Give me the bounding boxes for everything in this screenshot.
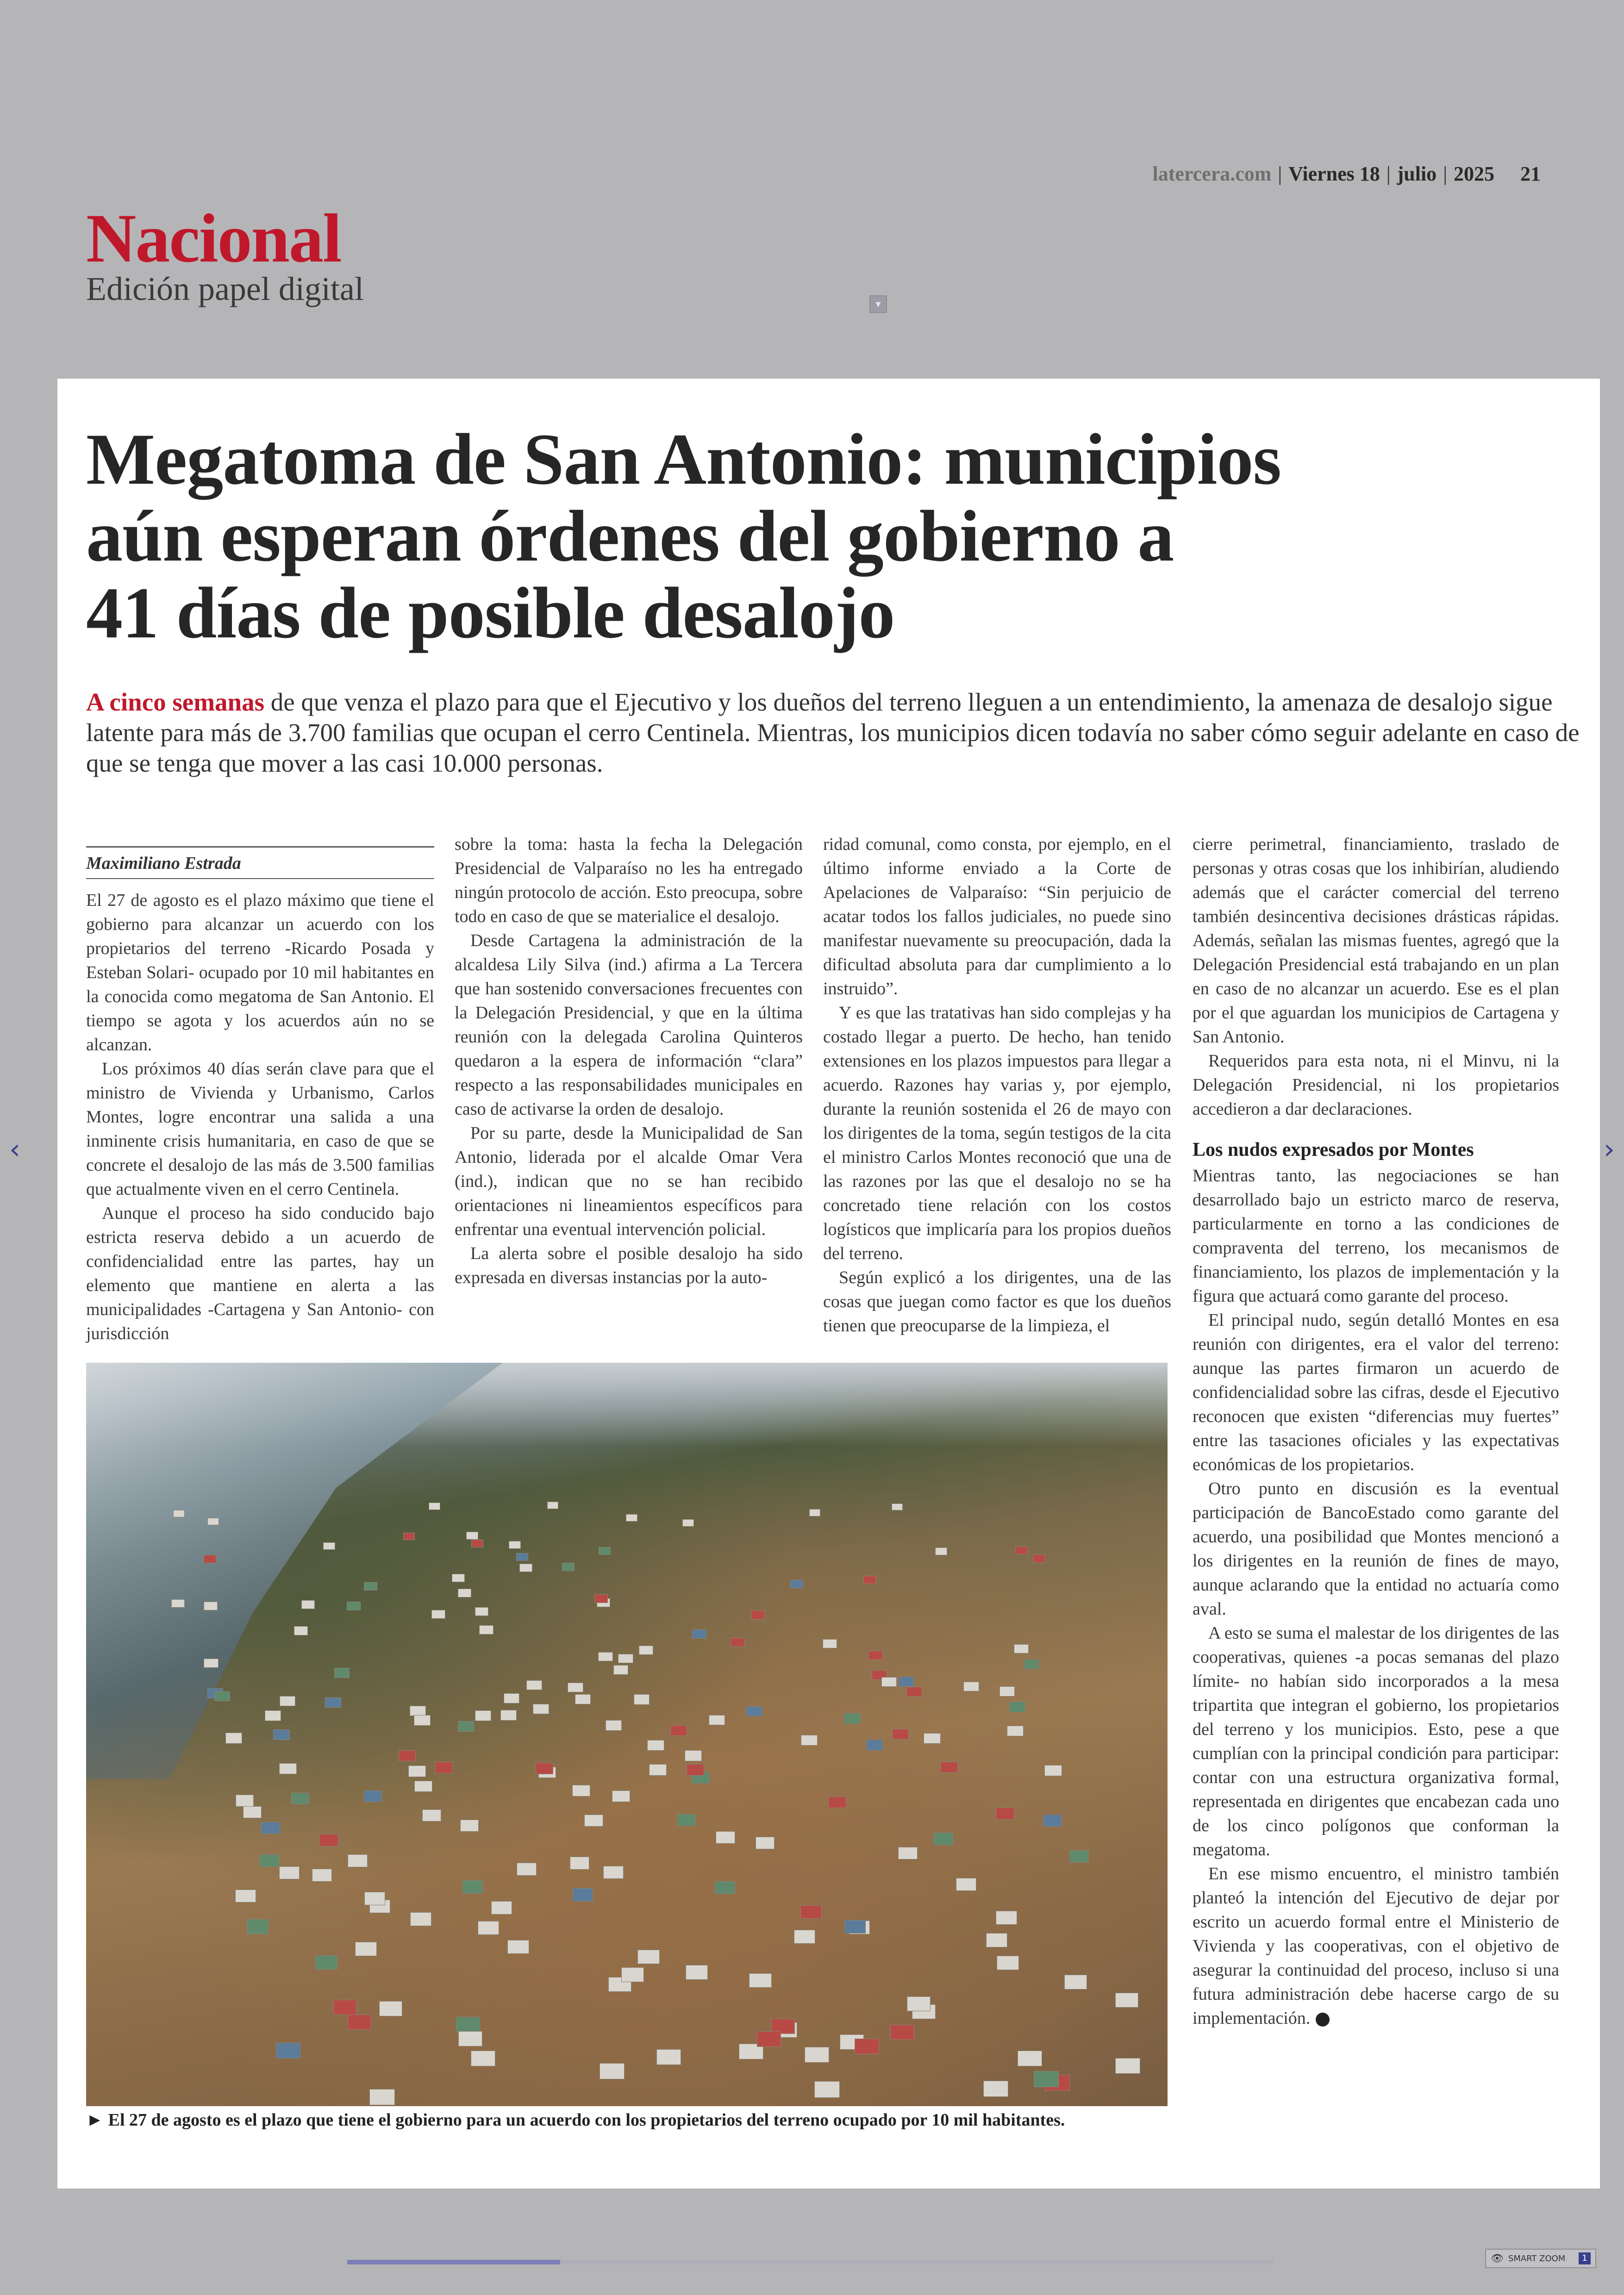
house-roof — [924, 1733, 940, 1744]
house-roof — [892, 1503, 903, 1511]
house-roof — [291, 1793, 309, 1804]
house-roof — [403, 1533, 415, 1540]
date-weekday: Viernes 18 — [1288, 162, 1380, 185]
paragraph: Otro punto en discusión es la eventual participación de BancoEstado como garante del acuerdo, una posibilidad que Montes mencionó a los dirigentes en la reunión de fines de mayo, aunque aclarando que la entidad no actuaría como aval. — [1193, 1479, 1559, 1619]
section-subtitle: Edición papel digital — [86, 270, 364, 307]
caption-text: El 27 de agosto es el plazo que tiene el gobierno para un acuerdo con los propietarios del terreno ocupado por 10 mil habitantes. — [108, 2110, 1065, 2130]
house-roof — [1024, 1659, 1039, 1669]
house-roof — [823, 1639, 837, 1648]
house-roof — [491, 1901, 512, 1915]
page-number: 21 — [1520, 162, 1541, 185]
house-roof — [410, 1912, 431, 1926]
house-roof — [800, 1905, 821, 1919]
article-column-4 — [1193, 832, 1559, 2030]
house-roof — [935, 1547, 948, 1555]
house-roof — [670, 1725, 687, 1736]
paragraph — [1193, 1862, 1559, 2030]
house-roof — [301, 1600, 315, 1609]
paragraph: Requeridos para esta nota, ni el Minvu, ni la Delegación Presidencial, ni los propietarios accedieron a dar declaraciones. — [1193, 1051, 1559, 1119]
house-roof — [639, 1646, 654, 1655]
house-roof — [600, 2063, 625, 2079]
paragraph: Los próximos 40 días serán clave para que el ministro de Vivienda y Urbanismo, Carlos Montes, logre encontrar una salida a una inminente crisis humanitaria, en caso de que se concrete el desalojo de las más de 3.500 familias que actualmente viven en el cerro Centinela. — [86, 1059, 434, 1199]
house-roof — [279, 1763, 297, 1774]
house-roof — [408, 1765, 426, 1777]
paragraph: ridad comunal, como consta, por ejemplo, en el último informe enviado a la Corte de Apelaciones de Valparaíso: “Sin perjuicio de acatar todos los fallos judiciales, no puede sino manifestar nuevamente su preocupación, dada la dificultad absoluta para dar cumplimiento a lo instruido”. — [823, 835, 1171, 998]
smart-zoom-button[interactable] — [1485, 2249, 1596, 2268]
house-roof — [547, 1502, 558, 1509]
house-roof — [458, 1721, 475, 1732]
house-roof — [429, 1503, 440, 1510]
chevron-down-icon[interactable]: ▾ — [869, 295, 887, 313]
article-dek — [86, 687, 1581, 779]
house-roof — [809, 1509, 821, 1516]
house-roof — [399, 1750, 416, 1761]
paragraph: Por su parte, desde la Municipalidad de San Antonio, liderada por el alcalde Omar Vera (ind.), indican que no se han recibido orientaciones ni lineamientos específicos para enfrentar una eventual intervención policial. — [455, 1123, 803, 1239]
house-roof — [881, 1677, 897, 1687]
house-roof — [507, 1940, 529, 1954]
house-roof — [509, 1541, 521, 1549]
house-roof — [562, 1563, 575, 1571]
house-roof — [907, 1996, 930, 2011]
house-roof — [986, 1933, 1008, 1947]
house-roof — [749, 1973, 772, 1988]
house-roof — [364, 1892, 385, 1905]
headline-line: aún esperan órdenes del gobierno a — [86, 496, 1174, 577]
eye-icon: 👁 — [1491, 2252, 1504, 2264]
house-roof — [756, 1837, 775, 1849]
house-roof — [716, 1831, 735, 1844]
paragraph-text: En ese mismo encuentro, el ministro también planteó la intención del Ejecutivo de dejar por escrito un acuerdo formal entre el Ministerio de Vivienda y las cooperativas, con el objetivo de asegurar la continuidad del proceso, incluso si una futura administración debe hacerse cargo de su implementación. — [1193, 1864, 1559, 2028]
house-roof — [647, 1740, 664, 1751]
paragraph: El 27 de agosto es el plazo máximo que tiene el gobierno para alcanzar un acuerdo con los propietarios del terreno -Ricardo Posada y Esteban Solari- ocupado por 10 mil habitantes en la conocida como megatoma de San Antonio. El tiempo se agota y los acuerdos aún no se alcanzan. — [86, 891, 434, 1054]
house-roof — [466, 1532, 478, 1540]
house-roof — [319, 1834, 338, 1846]
house-roof — [686, 1965, 708, 1979]
house-roof — [280, 1696, 295, 1706]
house-roof — [333, 2000, 356, 2014]
house-roof — [598, 1652, 613, 1662]
house-roof — [500, 1710, 517, 1721]
house-roof — [656, 2049, 681, 2065]
page-progress-bar[interactable] — [347, 2260, 1273, 2264]
house-roof — [996, 1808, 1014, 1820]
house-roof — [422, 1809, 441, 1821]
house-roof — [746, 1706, 762, 1716]
house-roof — [325, 1697, 341, 1708]
house-roof — [983, 2081, 1009, 2097]
house-roof — [570, 1857, 590, 1870]
house-roof — [868, 1651, 883, 1660]
article-headline — [86, 421, 1521, 652]
house-roof — [204, 1659, 219, 1668]
house-roof — [517, 1863, 537, 1876]
date-year: 2025 — [1454, 162, 1494, 185]
page-progress-fill — [347, 2260, 560, 2264]
paragraph: Aunque el proceso ha sido conducido bajo estricta reserva debido a un acuerdo de confidencialidad entre las partes, hay un elemento que mantiene en alerta a las municipalidades -Cartagena y San Antonio- con jurisdicción — [86, 1204, 434, 1343]
article-column-2 — [455, 832, 803, 1290]
house-roof — [575, 1694, 591, 1704]
separator: | — [1386, 162, 1391, 185]
house-roof — [568, 1683, 583, 1693]
date-month: julio — [1397, 162, 1437, 185]
house-roof — [1033, 1554, 1045, 1562]
house-roof — [431, 1610, 445, 1619]
house-roof — [276, 2043, 300, 2058]
house-roof — [844, 1920, 866, 1934]
end-mark-icon — [1316, 2013, 1330, 2027]
paragraph: Según explicó a los dirigentes, una de las cosas que juegan como factor es que los dueños tienen que preocuparse de la limpieza, el — [823, 1268, 1171, 1335]
house-roof — [273, 1729, 290, 1740]
house-roof — [364, 1582, 377, 1590]
paragraph: sobre la toma: hasta la fecha la Delegación Presidencial de Valparaíso no les ha entregado ningún protocolo de acción. Esto preocupa, sobre todo en caso de que se materialice el desalojo. — [455, 835, 803, 926]
house-roof — [369, 2089, 395, 2105]
house-roof — [757, 2031, 781, 2046]
house-roof — [236, 1795, 254, 1806]
house-roof — [204, 1602, 217, 1610]
house-roof — [225, 1733, 242, 1743]
house-roof — [621, 1967, 644, 1982]
house-roof — [243, 1806, 262, 1818]
separator: | — [1443, 162, 1447, 185]
house-roof — [294, 1626, 308, 1635]
house-roof — [618, 1654, 633, 1664]
house-roof — [844, 1713, 860, 1724]
house-roof — [435, 1762, 453, 1773]
house-roof — [536, 1763, 553, 1774]
article-photo — [86, 1363, 1168, 2106]
house-roof — [1014, 1644, 1029, 1653]
house-roof — [207, 1518, 219, 1525]
house-roof — [479, 1625, 493, 1634]
house-roof — [940, 1762, 958, 1773]
house-roof — [709, 1715, 725, 1726]
house-roof — [692, 1629, 706, 1639]
article-column-1 — [86, 832, 434, 1346]
house-roof — [863, 1576, 876, 1584]
house-roof — [1044, 1765, 1062, 1776]
headline-line: Megatoma de San Antonio: municipios — [86, 419, 1281, 500]
house-roof — [478, 1921, 499, 1935]
site-name: latercera.com — [1152, 162, 1272, 185]
house-roof — [890, 2025, 914, 2040]
house-roof — [265, 1710, 281, 1721]
house-roof — [458, 2031, 482, 2046]
house-roof — [584, 1815, 603, 1827]
house-roof — [348, 1854, 368, 1867]
house-roof — [805, 2047, 829, 2063]
house-roof — [649, 1764, 667, 1775]
house-roof — [751, 1610, 765, 1619]
house-roof — [214, 1691, 230, 1702]
dek-lead: A cinco semanas — [86, 688, 264, 716]
house-roof — [685, 1750, 702, 1761]
house-roof — [603, 1866, 623, 1879]
next-page-arrow-icon[interactable]: › — [1604, 1133, 1615, 1166]
house-roof — [1115, 1993, 1138, 2008]
house-roof — [410, 1706, 426, 1716]
house-roof — [458, 1589, 471, 1597]
house-roof — [828, 1796, 847, 1809]
house-roof — [687, 1764, 704, 1775]
house-roof — [682, 1519, 694, 1527]
house-roof — [204, 1555, 216, 1563]
house-roof — [1064, 1975, 1087, 1989]
house-roof — [677, 1814, 696, 1826]
paragraph: Desde Cartagena la administración de la alcaldesa Lily Silva (ind.) afirma a La Tercera que han sostenido conversaciones frecuentes con la Delegación Presidencial, y que en la última reunión con la delegada Carolina Quinteros quedaron a la espera de información “clara” respecto a las responsabilidades municipales en caso de activarse la orden de desalojo. — [455, 931, 803, 1119]
house-roof — [533, 1704, 549, 1714]
house-roof — [892, 1729, 909, 1740]
house-roof — [731, 1638, 745, 1647]
house-roof — [471, 1540, 483, 1547]
house-roof — [379, 2001, 402, 2016]
house-roof — [235, 1890, 256, 1903]
house-roof — [526, 1680, 542, 1690]
smart-zoom-label: SMART ZOOM — [1508, 2253, 1566, 2264]
house-roof — [1018, 2051, 1042, 2066]
house-roof — [261, 1822, 280, 1834]
house-roof — [1115, 2058, 1140, 2074]
paragraph: La alerta sobre el posible desalojo ha sido expresada en diversas instancias por la auto- — [455, 1244, 803, 1287]
house-roof — [963, 1682, 979, 1692]
house-roof — [173, 1510, 185, 1517]
house-roof — [1015, 1547, 1027, 1554]
house-roof — [1043, 1815, 1062, 1827]
house-roof — [866, 1740, 883, 1751]
article-subhead: Los nudos expresados por Montes — [1193, 1139, 1474, 1160]
house-roof — [999, 1686, 1015, 1696]
house-roof — [347, 1602, 360, 1610]
section-title: Nacional — [86, 200, 341, 277]
house-roof — [334, 1668, 350, 1678]
house-roof — [516, 1553, 529, 1561]
caption-arrow-icon: ► — [86, 2110, 104, 2130]
house-roof — [471, 2051, 495, 2066]
house-roof — [475, 1607, 489, 1616]
house-roof — [312, 1869, 332, 1882]
smart-zoom-badge: 1 — [1579, 2252, 1591, 2264]
house-roof — [279, 1866, 299, 1879]
house-roof — [364, 1790, 382, 1802]
house-roof — [355, 1942, 377, 1956]
house-roof — [801, 1735, 818, 1746]
house-roof — [348, 2014, 371, 2030]
dek-text: de que venza el plazo para que el Ejecutivo y los dueños del terreno lleguen a un entendimiento, la amenaza de desalojo sigue latente para más de 3.700 familias que ocupan el cerro Centinela. Mientras, los municipios dicen todavía no saber cómo seguir adelante en caso de que se tenga que mover a las casi 10.000 personas. — [86, 688, 1580, 777]
house-roof — [906, 1687, 922, 1697]
house-roof — [452, 1574, 465, 1582]
house-roof — [460, 1820, 479, 1832]
house-roof — [599, 1547, 611, 1555]
house-roof — [613, 1665, 629, 1675]
house-roof — [606, 1720, 622, 1731]
house-roof — [612, 1790, 630, 1802]
house-roof — [573, 1888, 593, 1902]
paragraph: El principal nudo, según detalló Montes en esa reunión con dirigentes, era el valor del terreno: aunque las partes firmaron un acuerdo de confidencialidad sobre las cifras, desde el Ejecutivo reconocen que existen “diferencias muy fuertes” entre las tasaciones oficiales y las expectativas económicas de los propietarios. — [1193, 1310, 1559, 1474]
house-roof — [1034, 2071, 1059, 2087]
house-roof — [794, 1930, 816, 1944]
house-roof — [634, 1694, 650, 1704]
house-roof — [997, 1956, 1019, 1970]
house-roof — [899, 1677, 914, 1686]
house-roof — [996, 1911, 1017, 1924]
house-roof — [715, 1881, 735, 1894]
paragraph: Mientras tanto, las negociaciones se han desarrollado bajo un estricto marco de reserva, particularmente en torno a las condiciones de compraventa del terreno, los mecanismos de financiamiento, los plazos de implementación y la figura que actuará como garante del proceso. — [1193, 1166, 1559, 1306]
house-roof — [855, 2039, 879, 2054]
house-roof — [637, 1950, 660, 1964]
headline-line: 41 días de posible desalojo — [86, 573, 895, 654]
house-roof — [519, 1564, 532, 1572]
house-roof — [572, 1785, 590, 1796]
byline: Maximiliano Estrada — [86, 846, 434, 879]
house-roof — [323, 1542, 335, 1550]
house-roof — [414, 1715, 430, 1726]
house-roof — [1007, 1726, 1024, 1736]
house-roof — [171, 1599, 185, 1608]
house-roof — [475, 1710, 491, 1721]
house-roof — [456, 2017, 480, 2032]
house-roof — [814, 2081, 840, 2097]
previous-page-arrow-icon[interactable]: ‹ — [9, 1133, 20, 1166]
house-roof — [934, 1833, 953, 1845]
house-roof — [414, 1781, 432, 1792]
house-roof — [594, 1594, 608, 1603]
house-roof — [1009, 1702, 1025, 1712]
house-roof — [1069, 1850, 1089, 1863]
article-column-3 — [823, 832, 1171, 1338]
paragraph: cierre perimetral, financiamiento, traslado de personas y otras cosas que los inhibirían, aludiendo además que el carácter comercial del terreno también desincentiva decisiones drásticas rápidas. Además, señalan las mismas fuentes, agregó que la Delegación Presidencial está trabajando en un plan en caso de no alcanzar un acuerdo. Ese es el plan por el que aguardan los municipios de Cartagena y San Antonio. — [1193, 835, 1559, 1047]
photo-caption — [86, 2110, 1168, 2130]
house-roof — [898, 1847, 918, 1859]
paragraph: Y es que las tratativas han sido complejas y ha costado llegar a puerto. De hecho, han tenido extensiones en los plazos impuestos para llegar a acuerdo. Razones hay varias y, por ejemplo, durante la reunión sostenida el 26 de mayo con los dirigentes de la toma, según testigos de la cita el ministro Carlos Montes reconoció que una de las razones por las que el desalojo no se ha concretado tiene relación con los costos logísticos que implicaría para los propios dueños del terreno. — [823, 1003, 1171, 1263]
house-roof — [247, 1919, 269, 1933]
paragraph: A esto se suma el malestar de los dirigentes de las cooperativas, quienes -a pocas semanas del plazo límite- no habían sido incorporados a la mesa tripartita que integran el gobierno, los propietarios del terreno y los municipios. Esto, pese a que cumplían con la principal condición para participar: contar con una estructura organizativa formal, representada en dirigentes que encabezan cada uno de los cinco polígonos que conforman la megatoma. — [1193, 1623, 1559, 1859]
separator: | — [1278, 162, 1282, 185]
house-roof — [259, 1854, 279, 1867]
house-roof — [956, 1878, 976, 1891]
house-roof — [504, 1693, 519, 1703]
house-roof — [626, 1514, 637, 1522]
house-roof — [315, 1955, 337, 1970]
masthead-meta — [1153, 162, 1541, 186]
house-roof — [790, 1580, 803, 1588]
article-page — [57, 379, 1600, 2189]
house-roof — [462, 1880, 483, 1893]
